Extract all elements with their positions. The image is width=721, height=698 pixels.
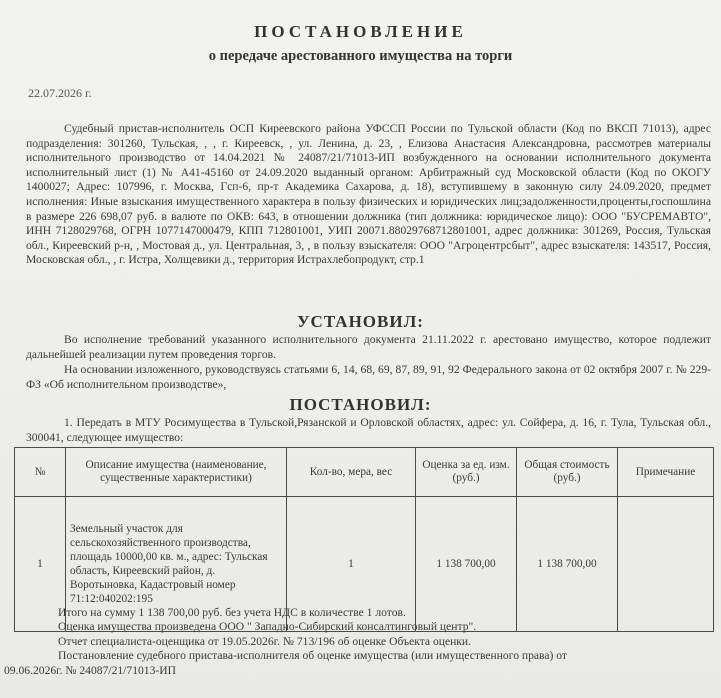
footer-appraiser: Оценка имущества произведена ООО " Западно-Сибирский консалтинговый центр". (58, 620, 477, 634)
document-title: ПОСТАНОВЛЕНИЕ (254, 22, 467, 41)
footer-report: Отчет специалиста-оценщика от 19.05.2026г. № 713/196 об оценке Объекта оценки. (58, 634, 472, 648)
header-description: Описание имущества (наименование, существенные характеристики) (66, 448, 287, 497)
document-subtitle: о передаче арестованного имущества на торги (208, 48, 513, 64)
header-unit-price: Оценка за ед. изм. (руб.) (416, 448, 517, 497)
document-date: 22.07.2026 г. (28, 86, 92, 100)
header-num: № (15, 448, 66, 497)
property-table (14, 447, 714, 632)
established-text: Во исполнение требований указанного исполнительного документа 21.11.2022 г. арестовано имущество, которое подлежит дальнейшей реализации путем проведения торгов. (26, 333, 711, 361)
footer-block (4, 606, 718, 678)
basis-text: На основании изложенного, руководствуясь статьями 6, 14, 68, 69, 87, 89, 91, 92 Федерального закона от 02 октября 2007 г. № 229-ФЗ «Об исполнительном производстве», (26, 363, 711, 391)
footer-resolution-number: 09.06.2026г. № 24087/21/71013-ИП (4, 663, 176, 677)
intro-text: Судебный пристав-исполнитель ОСП Киреевского района УФССП России по Тульской области (Код по ВКСП 71013), адрес подразделения: 301260, Тульская, , , г. Киреевск, , ул. Ленина, д. 23, , Елизова Анастасия Александровна, рассмотрев материалы исполнительного производство от 14.04.2021 № 24087/21/71013-ИП возбужденного на основании исполнительного документа исполнительный лист (1) № А41-45160 от 24.09.2020 выданный органом: Арбитражный суд Московской области (Код по ОКОГУ 1400027; Адрес: 107996, г. Москва, Гсп-6, пр-т Академика Сахарова, д. 18), вступившему в законную силу 24.09.2020, предмет исполнения: Иные взыскания имущественного характера в пользу физических и юридических лиц;задолженности,проценты,госпошлина в размере 226 698,07 руб. в валюте по ОКВ: 643, в отношении должника (тип должника: юридическое лицо): ООО "БУСРЕМАВТО", ИНН 7128029768, ОГРН 1077147000479, КПП 712801001, УИП 20071.88029768712801001, адрес должника: 301269, Россия, Тульская обл., Киреевский р-н, , Мостовая д., ул. Центральная, 3, , в пользу взыскателя: ООО "Агроцентрсбыт", адрес взыскателя: 143517, Россия, Московская обл., , г. Истра, Холщевики д., территория Истрахлебопродукт, стр.1 (26, 122, 711, 267)
header-note: Примечание (618, 448, 714, 497)
decided-text: 1. Передать в МТУ Росимущества в Тульской,Рязанской и Орловской областях, адрес: ул. Сойфера, д. 16, г. Тула, Тульская обл., 300041, следующее имущество: (26, 416, 711, 444)
cell-quantity: 1 (287, 497, 416, 632)
cell-total-price: 1 138 700,00 (517, 497, 618, 632)
cell-description: Земельный участок для сельскохозяйственного производства, площадь 10000,00 кв. м., адрес: Тульская область, Киреевский район, д. Воротыновка, Кадастровый номер 71:12:040202:195 (66, 497, 287, 632)
header-total-price: Общая стоимость (руб.) (517, 448, 618, 497)
footer-resolution: Постановление судебного пристава-исполнителя об оценке имущества (или имущественного права) от (58, 649, 567, 663)
intro-paragraph (26, 122, 711, 268)
heading-established: УСТАНОВИЛ: (297, 312, 424, 331)
footer-total: Итого на сумму 1 138 700,00 руб. без учета НДС в количестве 1 лотов. (58, 606, 406, 619)
decided-paragraph (26, 416, 711, 445)
established-paragraph (26, 333, 711, 362)
header-quantity: Кол-во, мера, вес (287, 448, 416, 497)
basis-paragraph (26, 363, 711, 392)
cell-num: 1 (15, 497, 66, 632)
table-header-row (15, 448, 714, 497)
cell-unit-price: 1 138 700,00 (416, 497, 517, 632)
heading-decided: ПОСТАНОВИЛ: (289, 395, 432, 414)
